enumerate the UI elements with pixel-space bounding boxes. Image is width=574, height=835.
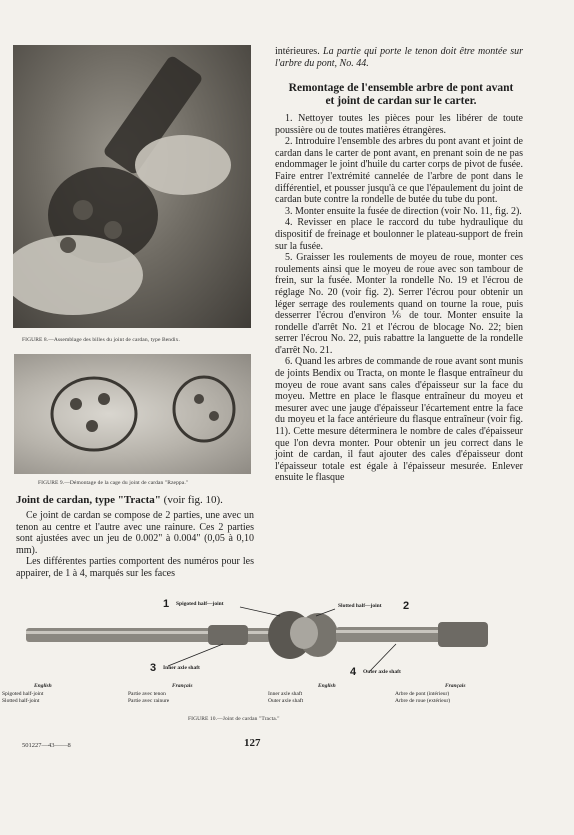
callout-3-number: 3 <box>150 662 157 674</box>
figure-8-caption: FIGURE 8.—Assemblage des billes du joint de cardan, type Bendix. <box>22 337 180 343</box>
callout-1-label: Spigoted half—joint <box>176 601 224 607</box>
tracta-heading-ref: (voir fig. 10). <box>160 494 223 506</box>
step-paragraph: 1. Nettoyer toutes les pièces pour les libérer de toute poussière ou de toutes matières étrangères. <box>275 113 523 136</box>
legend-right-english <box>268 691 303 704</box>
section-heading: Remontage de l'ensemble arbre de pont avant et joint de cardan sur le carter. <box>288 82 514 107</box>
callout-3-label: Inner axle shaft <box>163 665 200 671</box>
legend-item: Arbre de roue (extérieur) <box>395 697 451 704</box>
print-code: 501227—43——8 <box>22 742 71 749</box>
legend-left-english-title: English <box>34 683 52 689</box>
callout-1-number: 1 <box>163 598 170 610</box>
bendix-joint-illustration <box>13 45 251 328</box>
figure-9-caption: FIGURE 9.—Démontage de la cage du joint de cardan "Rzeppa." <box>38 480 189 486</box>
page-number: 127 <box>244 737 261 749</box>
tracta-heading-name: "Tracta" <box>117 494 161 506</box>
legend-item: Spigoted half-joint <box>2 691 44 697</box>
step-paragraph: 3. Monter ensuite la fusée de direction (voir No. 11, fig. 2). <box>285 205 522 217</box>
step-paragraph: 4. Revisser en place le raccord du tube hydraulique du dispositif de freinage et boulonner le plateau-support de frein sur la fusée. <box>275 217 523 252</box>
tracta-heading-prefix: Joint de cardan, type <box>16 494 118 506</box>
left-paragraph: Les différentes parties comportent des numéros pour les appairer, de 1 à 4, marqués sur les faces <box>16 556 254 579</box>
right-column-intro <box>275 46 523 69</box>
legend-left-french <box>128 691 169 704</box>
legend-item: Inner axle shaft <box>268 691 303 697</box>
figure-9-photo <box>14 354 251 474</box>
intro-start: intérieures. <box>275 46 320 57</box>
legend-item: Partie avec tenon <box>128 691 166 697</box>
step-paragraph: 6. Quand les arbres de commande de roue avant sont munis de joints Bendix ou Tracta, on monte le flasque entraîneur du moyeu de roue avant sans cales d'épaisseur sur la face du moyeu. Mettre en place le flasque entraîneur du moyeu et mesurer avec une jauge d'épaisseur l'écartement entre la face du moyeu et la face antérieure du flasque entraîneur (voir fig. 11). Cette mesure déterminera le nombre de cales d'épaisseur que l'on devra monter. Pour obtenir un jeu correct dans le joint de cardan, il faut ajouter des cales d'épaisseur dont l'épaisseur totale est égale à l'épaisseur mesurée. Enlever ensuite le flasque <box>275 356 523 484</box>
legend-item: Partie avec rainure <box>128 697 170 704</box>
legend-right-english-title: English <box>318 683 336 689</box>
legend-item: Slotted half-joint <box>2 697 40 704</box>
legend-item: Arbre de pont (intérieur) <box>395 691 450 697</box>
left-column-body <box>16 510 254 580</box>
legend-right-french <box>395 691 450 704</box>
tracta-joint-drawing <box>18 598 538 683</box>
legend-item: Outer axle shaft <box>268 697 304 704</box>
right-column-body <box>275 113 523 484</box>
figure-10-caption: FIGURE 10.—Joint de cardan "Tracta." <box>188 716 280 722</box>
legend-left-french-title: Français <box>172 683 193 689</box>
intro-italic: La partie qui porte le tenon doit être montée sur l'arbre du pont, No. 44. <box>275 46 523 69</box>
callout-2-number: 2 <box>403 600 410 612</box>
legend-left-english <box>2 691 43 704</box>
figure-10 <box>18 598 538 723</box>
callout-2-label: Slotted half—joint <box>338 603 382 609</box>
callout-4-label: Outer axle shaft <box>363 669 401 675</box>
step-paragraph: 2. Introduire l'ensemble des arbres du pont avant et joint de cardan dans le carter de pont avant, en prenant soin de ne pas endommager le joint d'huile du carter corps de pivot de fusée. Faire entrer l'extrémité cannelée de l'arbre de pont dans le différentiel, et pousser jusqu'à ce que l'épaulement du joint de cardan bute contre la rondelle de butée du tube du pont. <box>275 136 523 206</box>
left-paragraph: Ce joint de cardan se compose de 2 parties, une avec un tenon au centre et l'autre avec une rainure. Ces 2 parties sont ajustées avec un jeu de 0.002" à 0.004" (0,05 à 0,10 mm). <box>16 510 254 556</box>
legend-right-french-title: Français <box>445 683 466 689</box>
tracta-heading <box>16 494 256 506</box>
callout-4-number: 4 <box>350 666 357 678</box>
figure-8-photo <box>13 45 251 328</box>
rzeppa-cage-illustration <box>14 354 251 474</box>
step-paragraph: 5. Graisser les roulements de moyeu de roue, monter ces roulements ainsi que le moyeu de roue avec son tambour de frein, sur la fusée. Monter la rondelle No. 19 et l'écrou de réglage No. 20 (voir fig. 2). Serrer l'écrou pour obtenir un léger serrage des roulements quand on tourne la roue, puis desserrer l'écrou d'environ ⅙ de tour. Monter ensuite la rondelle d'arrêt No. 21 et l'écrou de blocage No. 22; bien serrer l'écrou No. 22, puis rabattre la languette de la rondelle d'arrêt No. 21. <box>275 252 523 356</box>
